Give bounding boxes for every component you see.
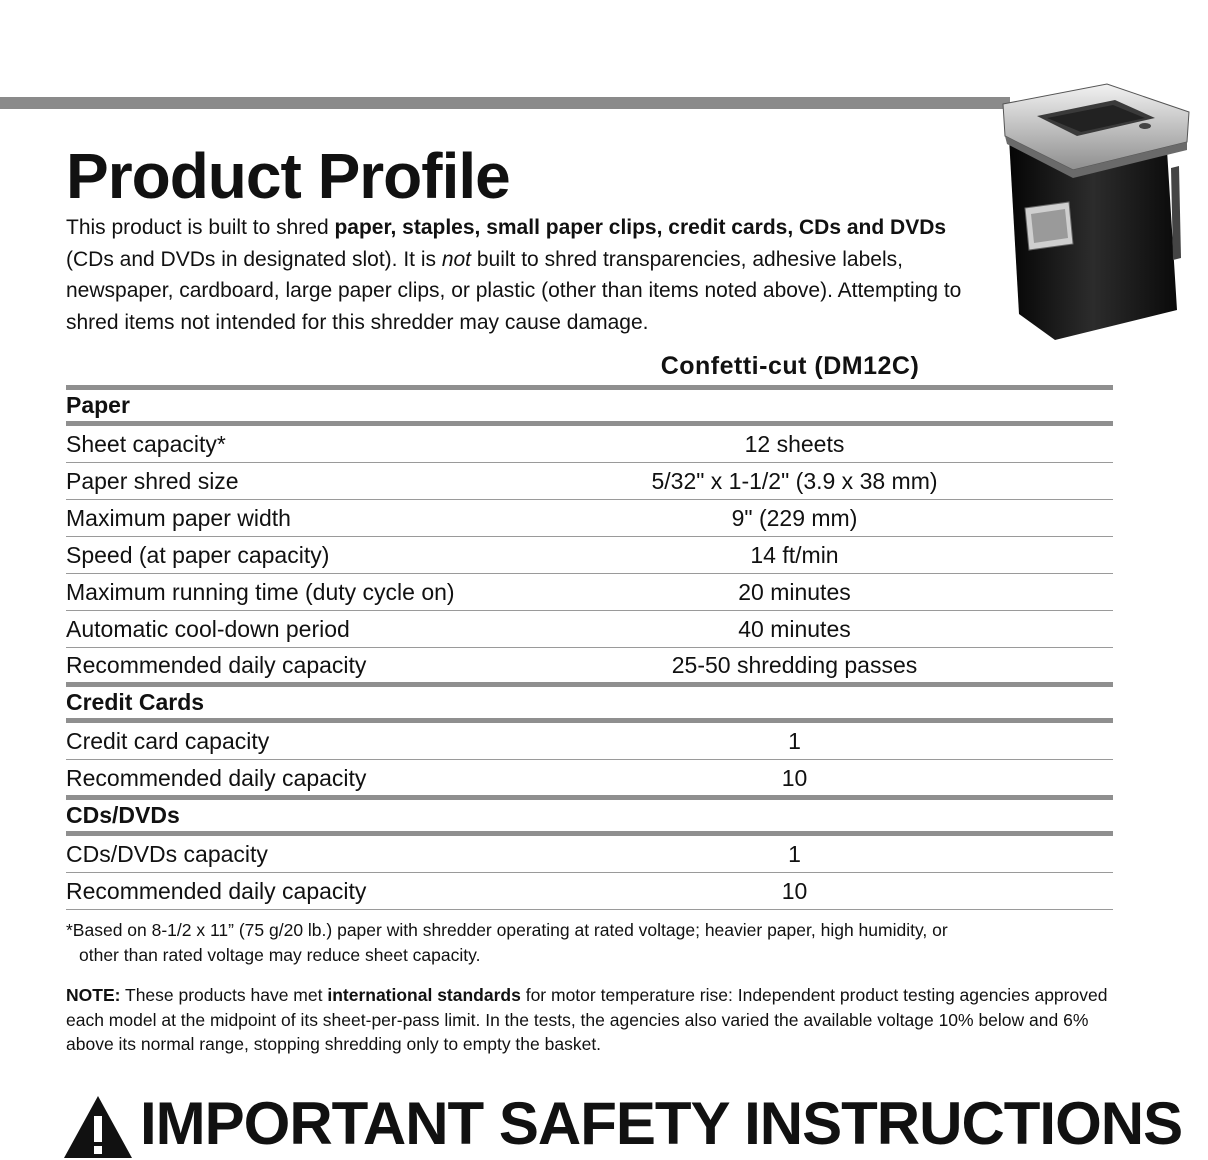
table-row [66,574,1113,611]
table-row [66,500,1113,537]
table-row [66,836,1113,873]
footnote-line-2: other than rated voltage may reduce sheet capacity. [79,944,481,965]
row-value: 12 sheets [744,430,845,457]
note-paragraph [66,983,1126,1057]
section-credit-cards [66,682,1113,723]
section-title: Credit Cards [66,689,205,715]
table-row [66,723,1113,760]
row-value: 1 [788,840,801,867]
row-label: Speed (at paper capacity) [66,541,330,568]
paper-shredder-image [995,78,1195,346]
row-value: 14 ft/min [750,541,839,568]
section-paper [66,385,1113,426]
note-text-2: for motor temperature rise: Independent product testing agencies approved each model at the midpoint of its sheet-per-pass limit. In the tests, the agencies also varied the available voltage 10% below and 6% above its normal range, stopping shredding only to empty the basket. [66,985,1108,1054]
intro-emphasis: not [441,247,472,271]
warning-triangle-icon [62,1094,134,1160]
intro-text-1: This product is built to shred [66,216,335,239]
row-label: Recommended daily capacity [66,877,367,904]
row-value: 10 [781,764,808,791]
row-value: 25-50 shredding passes [671,652,918,678]
table-row [66,611,1113,648]
section-title: Paper [66,392,130,418]
section-cds-dvds [66,795,1113,836]
row-value: 1 [788,727,801,754]
safety-heading [62,1088,1182,1160]
row-label: Recommended daily capacity [66,764,367,791]
row-label: Maximum paper width [66,504,291,531]
row-value: 20 minutes [738,578,851,605]
row-label: Paper shred size [66,467,239,494]
table-row [66,760,1113,796]
table-row [66,537,1113,574]
section-title: CDs/DVDs [66,802,180,828]
row-value: 40 minutes [738,615,851,642]
column-header: Confetti-cut (DM12C) [660,352,920,380]
row-label: Recommended daily capacity [66,652,367,678]
table-row [66,426,1113,463]
table-row [66,648,1113,683]
row-label: Credit card capacity [66,727,270,754]
top-divider-bar [0,97,1010,109]
note-text-1: These products have met [120,985,328,1005]
intro-text-3: built to shred transparencies, adhesive labels, newspaper, cardboard, large paper clips, or plastic (other than items noted above). Attempting to shred items not intended for this shredder may cause damage. [66,247,962,334]
intro-bold-items: paper, staples, small paper clips, credit cards, CDs and DVDs [334,216,947,239]
note-label: NOTE: [66,985,121,1005]
safety-title: IMPORTANT SAFETY INSTRUCTIONS [140,1090,1183,1157]
row-value: 9" (229 mm) [731,504,858,531]
table-row [66,463,1113,500]
row-value: 10 [781,877,808,904]
row-value: 5/32" x 1-1/2" (3.9 x 38 mm) [651,467,938,494]
note-bold-text: international standards [327,985,521,1005]
intro-paragraph [66,212,996,338]
footnote [66,918,1126,967]
page-title: Product Profile [66,140,510,212]
row-label: CDs/DVDs capacity [66,840,268,867]
spec-table [66,386,1113,910]
intro-text-2: (CDs and DVDs in designated slot). It is [66,247,442,271]
row-label: Sheet capacity* [66,430,226,457]
row-label: Maximum running time (duty cycle on) [66,578,455,605]
row-label: Automatic cool-down period [66,615,350,642]
table-row [66,873,1113,910]
footnote-line-1: *Based on 8-1/2 x 11” (75 g/20 lb.) paper with shredder operating at rated voltage; heavier paper, high humidity, or [66,920,948,940]
